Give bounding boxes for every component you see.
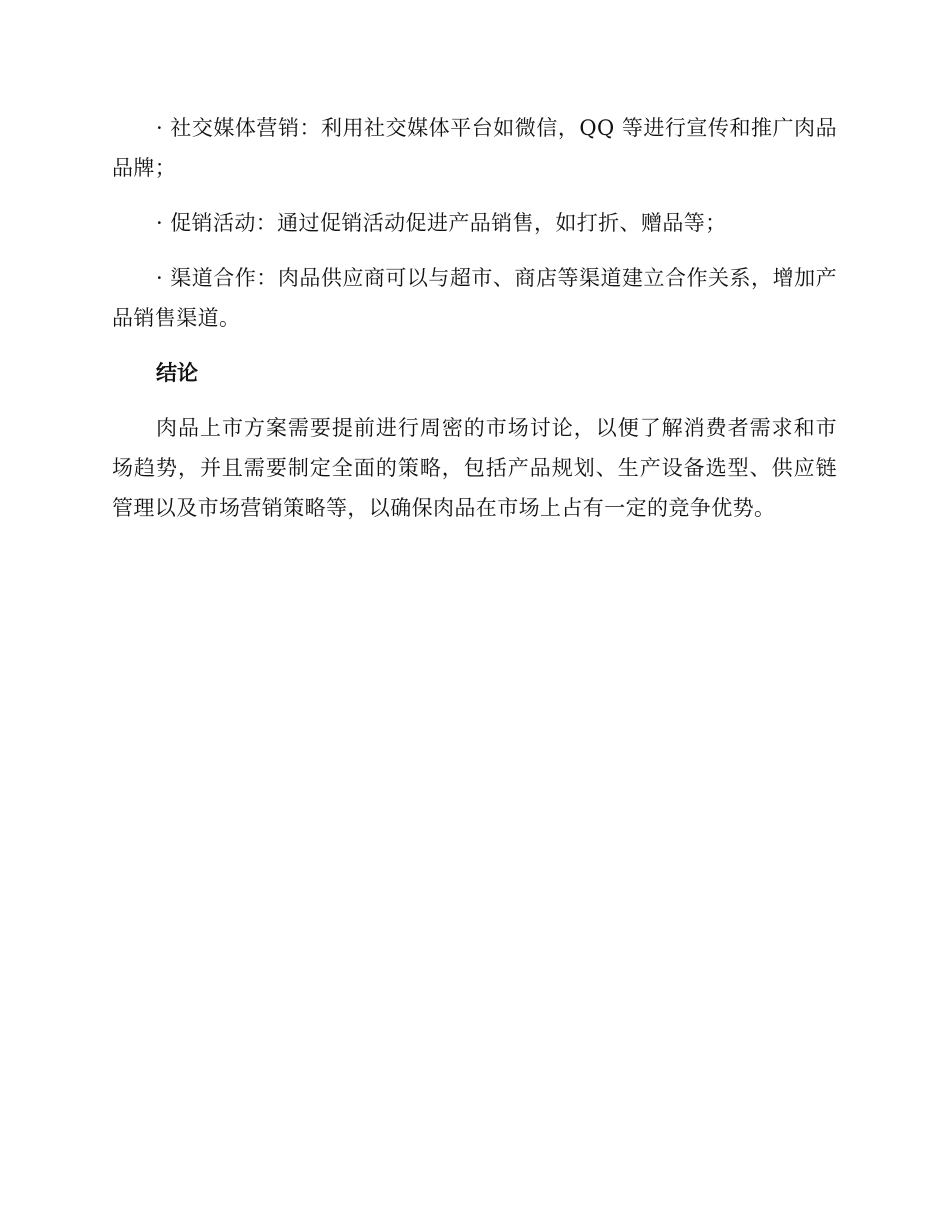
document-body (112, 108, 837, 543)
conclusion-paragraph: 肉品上市方案需要提前进行周密的市场讨论，以便了解消费者需求和市场趋势，并且需要制定全面的策略，包括产品规划、生产设备选型、供应链管理以及市场营销策略等，以确保肉品在市场上占有一定的竞争优势。 (112, 416, 837, 520)
bullet-channel-cooperation: · 渠道合作：肉品供应商可以与超市、商店等渠道建立合作关系，增加产品销售渠道。 (112, 266, 837, 330)
bullet-social-media-marketing: · 社交媒体营销：利用社交媒体平台如微信，QQ 等进行宣传和推广肉品品牌； (112, 116, 837, 180)
conclusion-heading: 结论 (156, 361, 198, 385)
bullet-promotions: · 促销活动：通过促销活动促进产品销售，如打折、赠品等； (156, 211, 727, 235)
